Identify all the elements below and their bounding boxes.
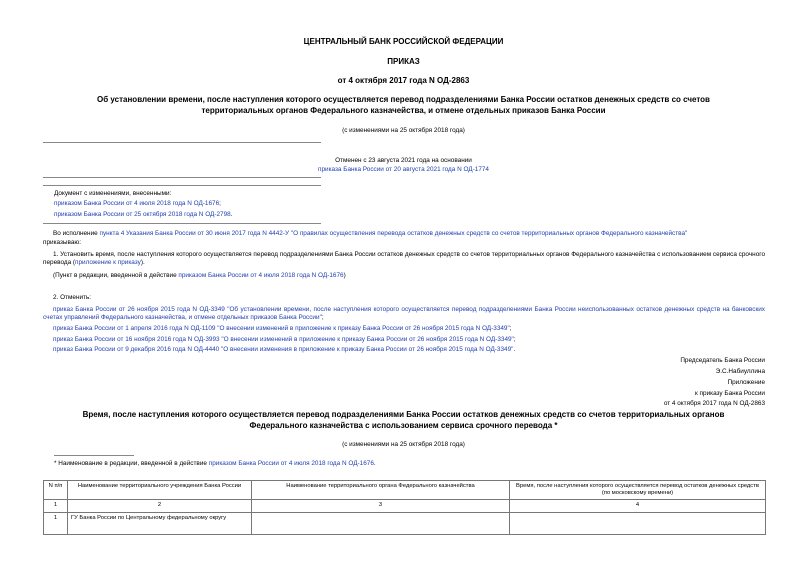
footnote-divider: [54, 455, 134, 456]
para-preamble: Во исполнение пункта 4 Указания Банка России от 30 июня 2017 года N 4442-У "О правилах осуществления перевода остатков денежных средств со счетов территориальных органов Федерального казначейства": [53, 230, 688, 237]
cancel-item-3: приказ Банка России от 16 ноября 2016 года N ОД-3993 "О внесении изменений в приложение к приказу Банка России от 26 ноября 2015 года N ОД-3349";: [53, 336, 516, 343]
table-cell: 1: [44, 500, 68, 512]
amend-line1: приказом Банка России от 4 июля 2018 года N ОД-1676;: [54, 200, 221, 207]
para-1-note-link[interactable]: приказом Банка России от 4 июля 2018 года N ОД-1676: [178, 272, 344, 279]
doc-revision: (с изменениями на 25 октября 2018 года): [342, 127, 465, 134]
table-row: [44, 512, 766, 534]
table-header-cell: Наименование территориального учреждения Банка России: [68, 481, 252, 500]
para-2-heading: 2. Отменить:: [53, 294, 92, 301]
doc-title-line1: Об установлении времени, после наступления которого осуществляется перевод подразделениями Банка России остатков денежных средств со счетов: [97, 95, 710, 104]
footnote-link[interactable]: приказом Банка России от 4 июля 2018 года N ОД-1676: [208, 460, 374, 467]
table-cell: 2: [68, 500, 252, 512]
table-number-row: [44, 500, 766, 512]
amend-link-2[interactable]: приказом Банка России от 25 октября 2018 года N ОД-2798: [54, 211, 231, 218]
table-header-row: [44, 481, 766, 500]
divider: [43, 185, 321, 186]
para-order-word: приказываю:: [43, 239, 81, 246]
amend-link-1[interactable]: приказом Банка России от 4 июля 2018 года N ОД-1676: [54, 200, 220, 207]
cancel-item-4: приказ Банка России от 9 декабря 2016 года N ОД-4440 "О внесении изменения в приложение к приказу Банка России от 26 ноября 2015 года N ОД-3349".: [53, 346, 516, 353]
para-1-note: (Пункт в редакции, введенной в действие приказом Банка России от 4 июля 2018 года N ОД-1676): [53, 272, 346, 279]
cancel-item-4-link[interactable]: приказ Банка России от 9 декабря 2016 года N ОД-4440 "О внесении изменения в приложение к приказу Банка России от 26 ноября 2015 года N ОД-3349": [53, 346, 514, 353]
doc-type: ПРИКАЗ: [387, 57, 420, 66]
divider: [43, 142, 321, 143]
time-table: [43, 480, 766, 535]
para-1: 1. Установить время, после наступления которого осуществляется перевод подразделениями Банка России остатков денежных средств со счетов территориальных органов Федерального казначейства с использованием сервиса срочного перевода (приложение к приказу).: [43, 251, 765, 266]
appendix-title-line2: Федерального казначейства с использованием сервиса срочного перевода *: [249, 421, 558, 430]
doc-title-line2: территориальных органов Федерального казначейства, и отмене отдельных приказов Банка России: [201, 106, 606, 115]
divider: [43, 177, 321, 178]
org-name: ЦЕНТРАЛЬНЫЙ БАНК РОССИЙСКОЙ ФЕДЕРАЦИИ: [303, 37, 504, 46]
table-header-cell: N п/п: [44, 481, 68, 500]
appendix-label: Приложение: [727, 379, 765, 386]
cancel-item-2-link[interactable]: приказ Банка России от 1 апреля 2016 года N ОД-1109 "О внесении изменений в приложение к приказу Банка России от 26 ноября 2015 года N ОД-3349": [53, 325, 510, 332]
table-cell: [510, 512, 766, 534]
preamble-link[interactable]: пункта 4 Указания Банка России от 30 июня 2017 года N 4442-У "О правилах осуществления перевода остатков денежных средств со счетов территориальных органов Федерального казначейства": [99, 230, 688, 237]
table-cell: [252, 512, 510, 534]
amend-intro: Документ с изменениями, внесенными:: [54, 190, 172, 197]
divider: [43, 223, 321, 224]
appendix-revision: (с изменениями на 25 октября 2018 года): [342, 441, 465, 448]
table-cell: 1: [44, 512, 68, 534]
amend-line2: приказом Банка России от 25 октября 2018 года N ОД-2798.: [54, 211, 233, 218]
signature-name: Э.С.Набиуллина: [715, 368, 765, 375]
appendix-to-order: к приказу Банка России: [694, 390, 765, 397]
cancel-item-2: приказ Банка России от 1 апреля 2016 года N ОД-1109 "О внесении изменений в приложение к приказу Банка России от 26 ноября 2015 года N ОД-3349";: [53, 325, 512, 332]
table-cell: 4: [510, 500, 766, 512]
footnote: * Наименование в редакции, введенной в действие приказом Банка России от 4 июля 2018 года N ОД-1676.: [54, 460, 376, 467]
table-header-cell: Время, после наступления которого осуществляется перевод остатков денежных средств (по московскому времени): [510, 481, 766, 500]
cancel-item-1: приказ Банка России от 26 ноября 2015 года N ОД-3349 "Об установлении времени, после наступления которого осуществляется перевод подразделениями Банка России неиспользованных остатков денежных средств на банковских счетах управлений Федерального казначейства, и отмене отдельных приказов Банка России";: [43, 306, 765, 321]
signature-role: Председатель Банка России: [680, 357, 765, 364]
table-cell: ГУ Банка России по Центральному федеральному округу: [68, 512, 252, 534]
appendix-link[interactable]: приложение к приказу: [75, 259, 141, 266]
cancel-note-link[interactable]: приказа Банка России от 20 августа 2021 года N ОД-1774: [318, 166, 489, 173]
table-header-cell: Наименование территориального органа Федерального казначейства: [252, 481, 510, 500]
appendix-title-line1: Время, после наступления которого осуществляется перевод подразделениями Банка России остатков денежных средств со счетов территориальных органов: [82, 410, 725, 419]
cancel-item-1-link[interactable]: приказ Банка России от 26 ноября 2015 года N ОД-3349 "Об установлении времени, после наступления которого осуществляется перевод подразделениями Банка России неиспользованных остатков денежных средств на банковских счетах управлений Федерального казначейства, и отмене отдельных приказов Банка России": [43, 306, 765, 321]
cancel-note-line1: Отменен с 23 августа 2021 года на основании: [335, 157, 472, 164]
doc-date-number: от 4 октября 2017 года N ОД-2863: [337, 76, 470, 85]
appendix-date: от 4 октября 2017 года N ОД-2863: [663, 400, 765, 407]
cancel-item-3-link[interactable]: приказ Банка России от 16 ноября 2016 года N ОД-3993 "О внесении изменений в приложение к приказу Банка России от 26 ноября 2015 года N ОД-3349": [53, 336, 514, 343]
table-cell: 3: [252, 500, 510, 512]
